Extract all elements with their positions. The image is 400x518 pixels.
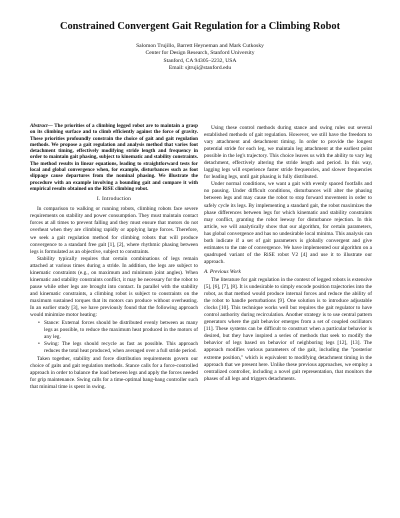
paper-title: Constrained Convergent Gait Regulation for a Climbing Robot bbox=[59, 21, 341, 32]
intro-paragraph-3: Taken together, stability and force distribution requirements govern our choice of gaits and gait regulation methods. Stance calls for a force-controlled approach in order to balance the load between legs and apply the forces needed for grip maintenance. Swing calls for a time-optimal bang-bang controller such that minimal time is spent in swing. bbox=[30, 356, 198, 391]
left-column bbox=[30, 123, 198, 392]
author-affiliation: Center for Design Research, Stanford University bbox=[145, 50, 255, 57]
author-block bbox=[0, 43, 400, 73]
author-address: Stanford, CA 94305–2232, USA bbox=[163, 57, 237, 64]
subsection-heading-previous-work: A. Previous Work bbox=[204, 268, 241, 275]
author-email: Email: sjtruji@stanford.edu bbox=[168, 65, 232, 72]
intro-paragraph-2: Stability typically requires that certain combinations of legs remain attached at various times during a stride. In addition, the legs are subject to kinematic constraints (e.g., on maximum and minimum joint angles). When kinematic and stability constraints conflict, it may be necessary for the robot to pause while other legs are brought into contact. In parallel with the stability and kinematic constraints, a climbing robot is subject to constraints on the maximum sustained torques that its motors can produce without overheating. In an earlier study [3], we have previously found that the following approach would minimize motor heating: bbox=[30, 255, 198, 319]
abstract-label: Abstract bbox=[30, 123, 48, 129]
list-item: • Stance: External forces should be distributed evenly between as many legs as possible, to reduce the maximum heat produced in the motors of any leg. bbox=[38, 320, 198, 341]
section-heading-introduction: I. Introduction bbox=[96, 196, 132, 203]
right-column bbox=[204, 125, 372, 383]
body-paragraph-1: Using these control methods during stance and swing rules out several established methods of gait regulation. However, we still have the freedom to vary attachment and detachment timing. In order to provide the longest potential stride for each leg, we maintain leg attachment at the earliest point possible in the leg's trajectory. This choice leaves us with the ability to vary leg detachment, effectively altering the stride length and period. In this way, lagging legs will experience faster stride frequencies, and slower frequencies for leading legs, until gait phasing is fully distributed. bbox=[204, 125, 372, 181]
list-item: • Swing: The legs should recycle as fast as possible. This approach reduces the total heat produced, when averaged over a full stride period. bbox=[38, 341, 198, 355]
intro-paragraph-1: In comparison to walking or running robots, climbing robots face severe requirements on stability and power consumption. They must maintain contact forces at all times to prevent falling and they must ensure that motors do not overheat when they are climbing rapidly or applying large forces. Therefore, we seek a gait regulation method for climbing robots that will produce convergence to a standard free gait [1], [2], where rhythmic phasing between legs is formulated as an objective, subject to constraints. bbox=[30, 206, 198, 255]
author-names: Salomon Trujillo, Barrett Heyneman and Mark Cutkosky bbox=[136, 43, 264, 49]
abstract-text: — The priorities of a climbing legged robot are to maintain a grasp on its climbing surface and to climb efficiently against the force of gravity. These priorities profoundly constrain the choice of gait and gait regulation methods. We propose a gait regulation and analysis method that varies foot detachment timing, effectively modifying stride length and frequency in order to maintain gait phasing, subject to kinematic and stability constraints. The method results in linear equations, leading to straightforward tests for local and global convergence when, for example, disturbances such as foot slippage cause departures from the nominal phasing. We illustrate the procedure with an example involving a bounding gait and compare it with empirical results obtained on the RiSE climbing robot. bbox=[30, 123, 198, 192]
motor-heating-list bbox=[38, 320, 198, 355]
body-paragraph-2: Under normal conditions, we want a gait with evenly spaced footfalls and no pausing. Under difficult conditions, disturbances will alter the phasing between legs and may cause the robot to stop forward movement in order to safely cycle its legs. By implementing a standard gait, the robot maximizes the phase differences between legs for which kinematic and stability constraints may conflict, granting the robot leeway for disturbance rejection. In this article, we will analytically show that our algorithm, for certain parameters, has global convergence and has no undesirable local minima. This analysis can both indicate if a set of gait parameters is globally convergent and give estimates to the rate of convergence. We have implemented our algorithm on a quadruped variant of the RiSE robot V2 [4] and use it to illustrate our approach. bbox=[204, 181, 372, 265]
abstract bbox=[30, 123, 198, 192]
previous-work-paragraph: The literature for gait regulation in the context of legged robots is extensive [5], [6], [7], [8]. It is undesirable to simply encode position trajectories into the robot, as that method would produce internal forces and reduce the ability of the robot to handle perturbations [9]. One solution is to introduce adjustable clocks [10]. This technique works well but requires the gait regulator to have control authority during recirculation. Another strategy is to use central pattern generators where the gait behavior emerges from a set of coupled oscillators [11]. These systems can be difficult to construct when a particular behavior is desired, but they have inspired a series of methods that seek to modify the behavior of legs based on behavior of neighboring legs [12], [13]. The approach modifies various parameters of the gait, including the "posterior extreme position," which is equivalent to modifying detachment timing in the approach that we present here. Unlike these previous approaches, we employ a centralized controller, including a novel gait representation, that monitors the phases of all legs and triggers detachments. bbox=[204, 276, 372, 382]
